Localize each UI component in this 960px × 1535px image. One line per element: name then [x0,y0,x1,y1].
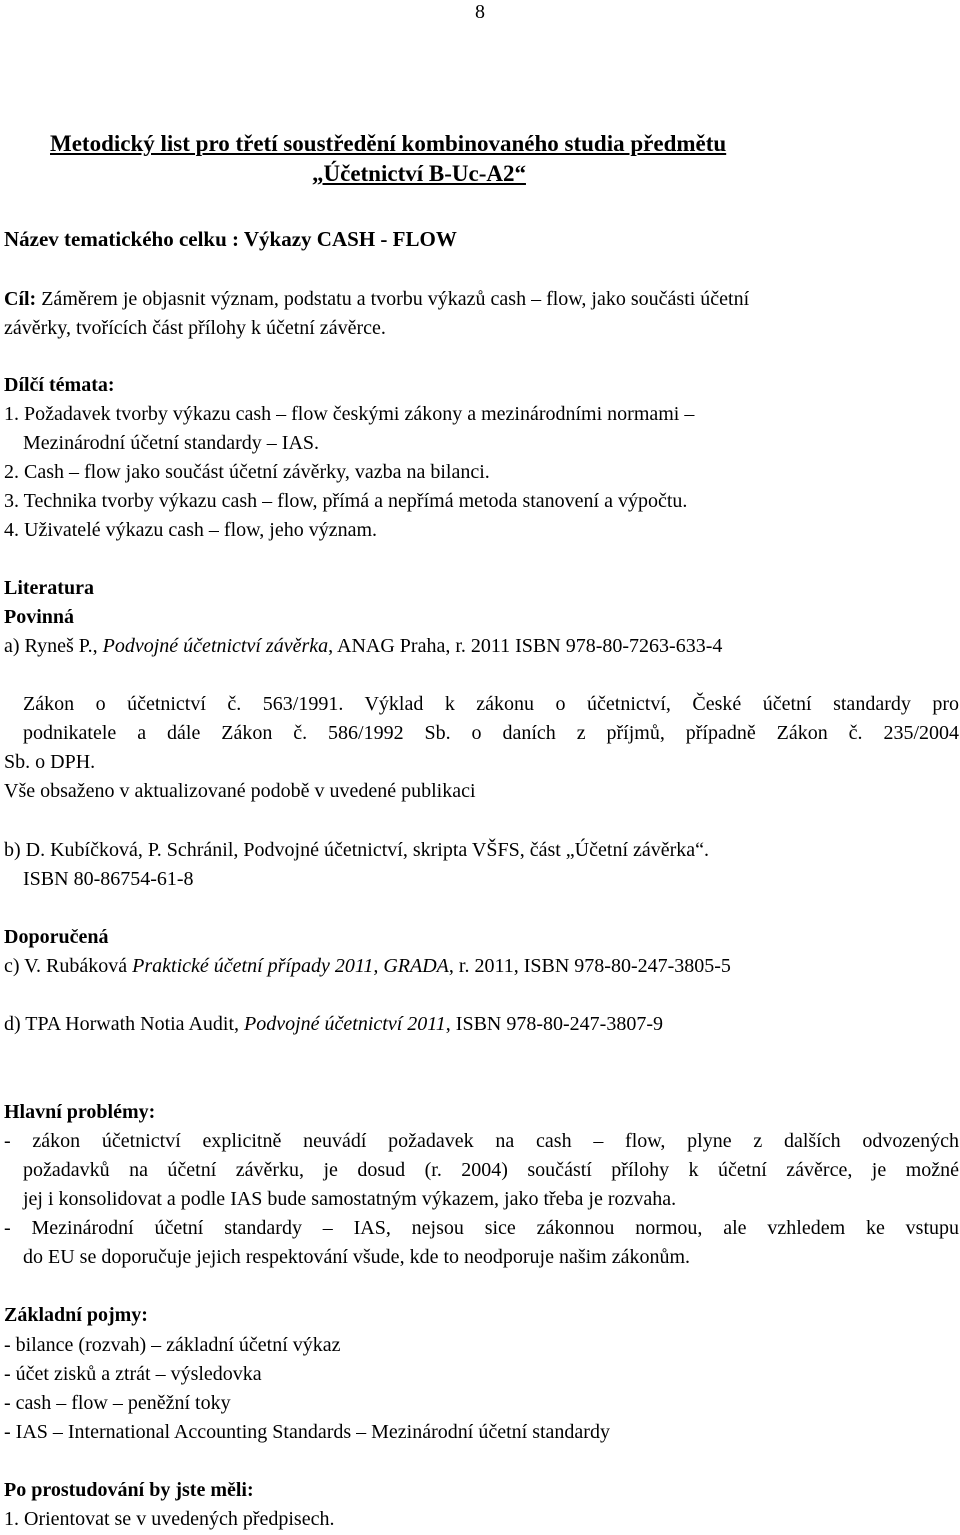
recommended-heading: Doporučená [4,926,109,948]
subtopic-item-2: 2. Cash – flow jako součást účetní závěrky, vazba na bilanci. [4,461,490,483]
literature-item-d [4,1012,663,1036]
literature-heading: Literatura [4,577,94,599]
concept-item-2: - účet zisků a ztrát – výsledovka [4,1363,262,1385]
goal-line2: závěrky, tvořících část přílohy k účetní závěrce. [4,317,386,339]
document-title-line1: Metodický list pro třetí soustředění kombinovaného studia předmětu [50,131,727,156]
concept-item-4: - IAS – International Accounting Standards – Mezinárodní účetní standardy [4,1421,610,1443]
lit-c-author: c) V. Rubáková [4,955,133,977]
mandatory-heading: Povinná [4,606,75,628]
problems-heading: Hlavní problémy: [4,1101,156,1123]
law-line1: Zákon o účetnictví č. 563/1991. Výklad k zákonu o účetnictví, České účetní standardy pro [23,693,959,715]
problem-2-line1: - Mezinárodní účetní standardy – IAS, nejsou sice zákonnou normou, ale vzhledem ke vstupu [4,1217,959,1239]
document-title-line2: „Účetnictví B-Uc-A2“ [312,161,526,186]
goal-text: Záměrem je objasnit význam, podstatu a tvorbu výkazů cash – flow, jako součásti účetní [36,288,750,310]
lit-d-title: Podvojné účetnictví 2011 [244,1013,446,1035]
lit-d-isbn: , ISBN 978-80-247-3807-9 [445,1013,664,1035]
concept-item-1: - bilance (rozvah) – základní účetní výkaz [4,1334,341,1356]
lit-a-publisher: , ANAG Praha, r. 2011 ISBN 978-80-7263-633-4 [328,635,723,657]
lit-c-isbn: , r. 2011, ISBN 978-80-247-3805-5 [448,955,731,977]
literature-item-a [4,634,722,658]
literature-item-b: b) D. Kubíčková, P. Schránil, Podvojné účetnictví, skripta VŠFS, část „Účetní závěrka“. [4,839,710,861]
law-line3: Sb. o DPH. [4,751,96,773]
concepts-heading: Základní pojmy: [4,1304,148,1326]
problem-2-line2: do EU se doporučuje jejich respektování všude, kde to neodporuje našim zákonům. [23,1246,691,1268]
lit-d-author: d) TPA Horwath Notia Audit, [4,1013,245,1035]
goal-label: Cíl: [4,288,37,310]
subtopic-item-1-cont: Mezinárodní účetní standardy – IAS. [23,432,320,454]
problem-1-line1: - zákon účetnictví explicitně neuvádí požadavek na cash – flow, plyne z dalších odvozených [4,1130,959,1152]
problem-1-line3: jej i konsolidovat a podle IAS bude samostatným výkazem, jako třeba je rozvaha. [23,1188,677,1210]
problem-1-line2: požadavků na účetní závěrku, je dosud (r. 2004) součástí přílohy k účetní závěrce, je možné [23,1159,959,1181]
topic-title: Název tematického celku : Výkazy CASH - FLOW [4,227,457,251]
page-number: 8 [475,1,485,23]
goal-line1 [4,287,749,311]
outcome-item-1: 1. Orientovat se v uvedených předpisech. [4,1508,335,1530]
subtopics-heading: Dílčí témata: [4,374,115,396]
outcomes-heading: Po prostudování by jste měli: [4,1479,254,1501]
lit-c-title: Praktické účetní případy 2011, GRADA [132,955,449,977]
subtopic-item-3: 3. Technika tvorby výkazu cash – flow, přímá a nepřímá metoda stanovení a výpočtu. [4,490,688,512]
law-note: Vše obsaženo v aktualizované podobě v uvedené publikaci [4,780,476,802]
literature-item-b-isbn: ISBN 80-86754-61-8 [23,868,194,890]
law-line2: podnikatele a dále Zákon č. 586/1992 Sb. o daních z příjmů, případně Zákon č. 235/2004 [23,722,959,744]
concept-item-3: - cash – flow – peněžní toky [4,1392,231,1414]
subtopic-item-4: 4. Uživatelé výkazu cash – flow, jeho význam. [4,519,378,541]
lit-a-author: a) Ryneš P., [4,635,98,657]
literature-item-c [4,954,731,978]
lit-a-title: Podvojné účetnictví závěrka [97,635,329,657]
subtopic-item-1: 1. Požadavek tvorby výkazu cash – flow českými zákony a mezinárodními normami – [4,403,695,425]
